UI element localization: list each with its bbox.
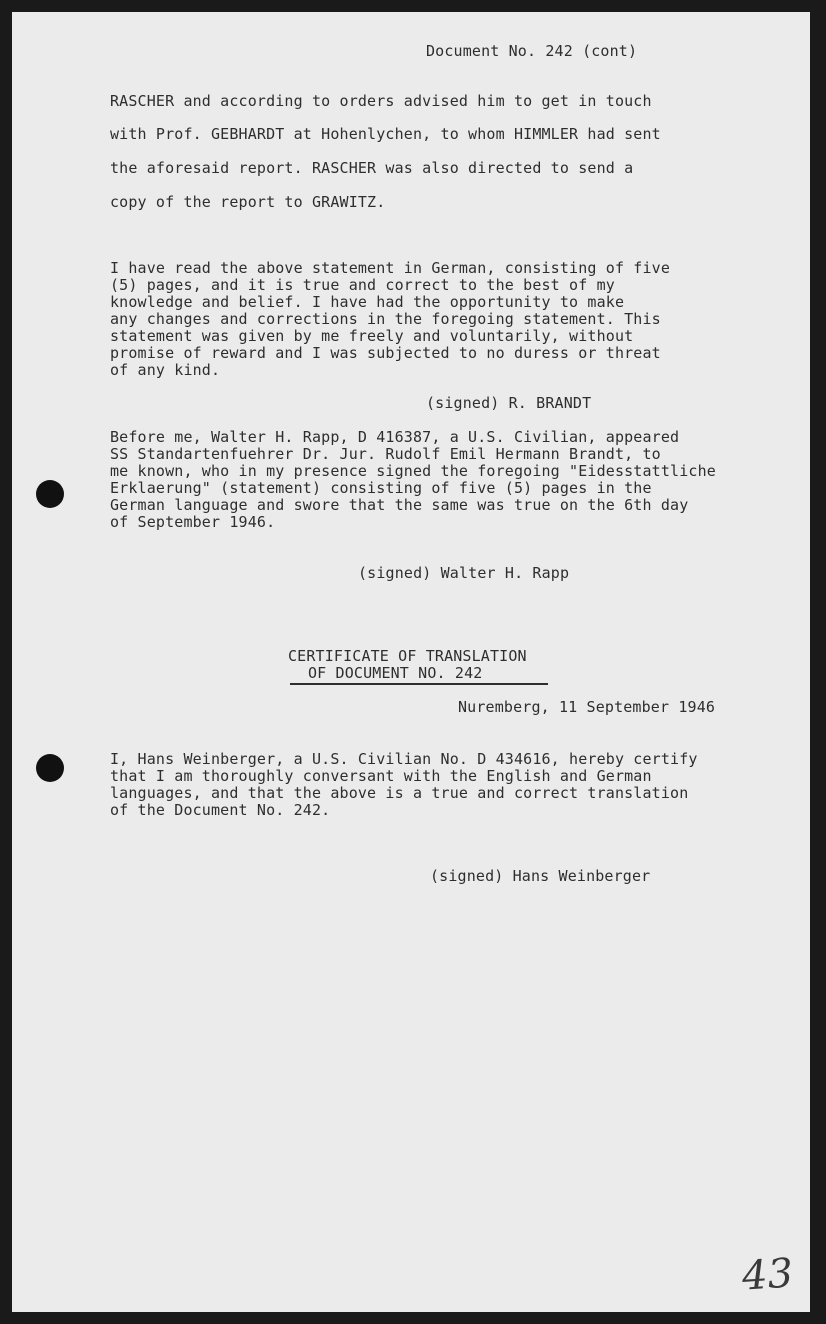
translation-line: languages, and that the above is a true and correct translation [110,784,689,802]
page-number: 43 [740,1250,795,1300]
affidavit-line: Erklaerung" (statement) consisting of five (5) pages in the [110,479,652,497]
paragraph-1-line: with Prof. GEBHARDT at Hohenlychen, to whom HIMMLER had sent [110,125,661,143]
statement-line: knowledge and belief. I have had the opportunity to make [110,293,625,311]
punch-hole [36,480,64,508]
statement-line: promise of reward and I was subjected to no duress or threat [110,344,661,362]
translation-line: that I am thoroughly conversant with the English and German [110,767,652,785]
translation-line: I, Hans Weinberger, a U.S. Civilian No. D 434616, hereby certify [110,750,698,768]
punch-hole [36,754,64,782]
affidavit-line: German language and swore that the same was true on the 6th day [110,496,689,514]
affidavit-line: SS Standartenfuehrer Dr. Jur. Rudolf Emil Hermann Brandt, to [110,445,661,463]
certificate-title: CERTIFICATE OF TRANSLATION [288,647,527,665]
signature-brandt: (signed) R. BRANDT [426,394,592,412]
affidavit-line: of September 1946. [110,513,276,531]
certificate-subtitle: OF DOCUMENT NO. 242 [308,664,483,682]
statement-line: of any kind. [110,361,221,379]
document-header: Document No. 242 (cont) [426,42,638,60]
affidavit-line: Before me, Walter H. Rapp, D 416387, a U.S. Civilian, appeared [110,428,680,446]
translation-line: of the Document No. 242. [110,801,331,819]
statement-line: any changes and corrections in the foregoing statement. This [110,310,661,328]
affidavit-line: me known, who in my presence signed the foregoing "Eidesstattliche [110,462,716,480]
statement-line: (5) pages, and it is true and correct to the best of my [110,276,615,294]
statement-line: I have read the above statement in German, consisting of five [110,259,671,277]
statement-line: statement was given by me freely and voluntarily, without [110,327,634,345]
paragraph-1-line: RASCHER and according to orders advised him to get in touch [110,92,652,110]
signature-weinberger: (signed) Hans Weinberger [430,867,651,885]
date-line: Nuremberg, 11 September 1946 [458,698,716,716]
paragraph-1-line: copy of the report to GRAWITZ. [110,193,386,211]
certificate-underline [290,683,548,685]
signature-rapp: (signed) Walter H. Rapp [358,564,570,582]
document-page [12,12,810,1312]
paragraph-1-line: the aforesaid report. RASCHER was also directed to send a [110,159,634,177]
